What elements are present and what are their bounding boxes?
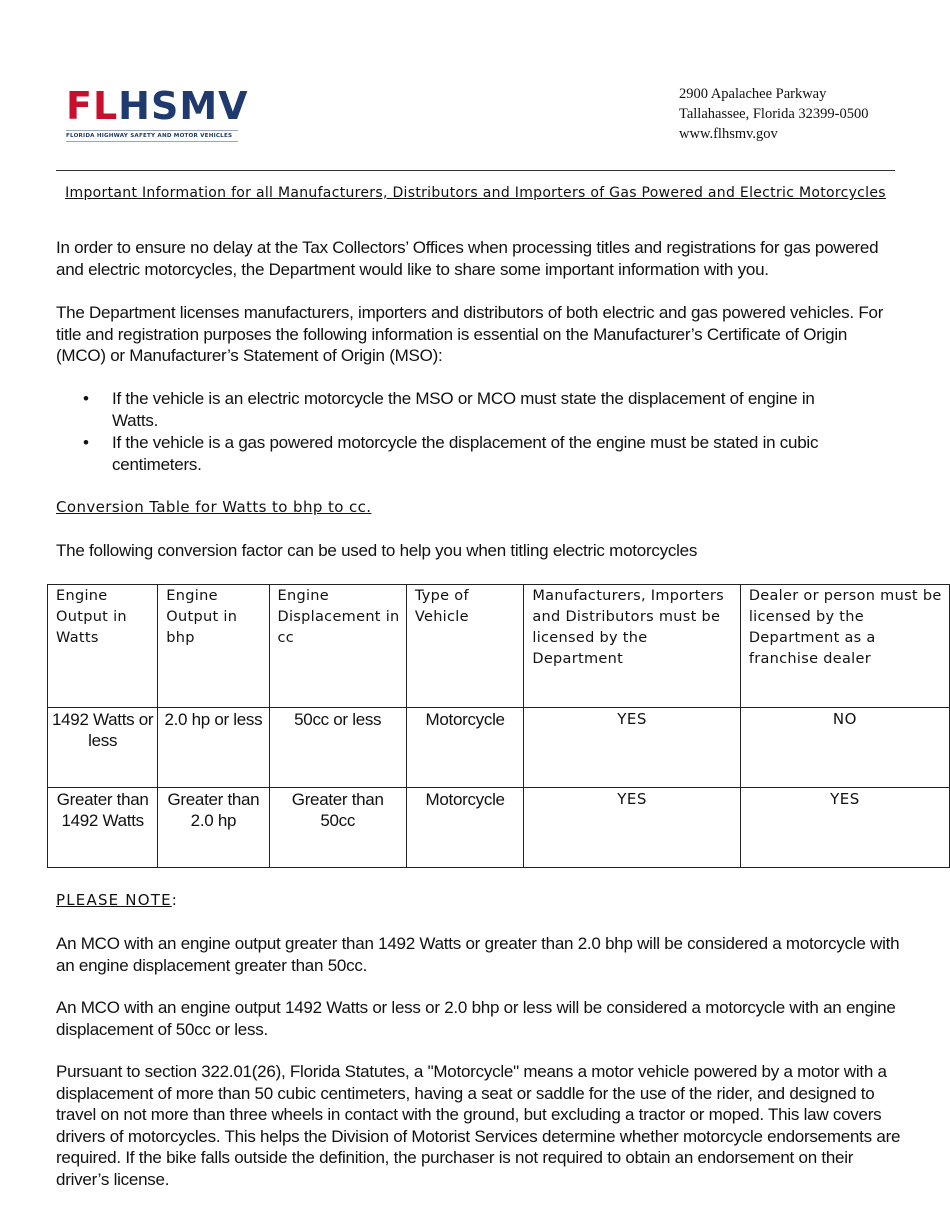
conversion-heading: Conversion Table for Watts to bhp to cc. xyxy=(56,498,372,516)
table-cell: Greater than 1492 Watts xyxy=(48,788,158,868)
list-item: • If the vehicle is a gas powered motorcycle the displacement of the engine must be stated in cubic centimeters. xyxy=(83,433,819,474)
column-header: Engine Output in Watts xyxy=(48,585,158,708)
address-website: www.flhsmv.gov xyxy=(679,126,778,142)
bullet-icon: • xyxy=(83,433,89,452)
intro-paragraph: In order to ensure no delay at the Tax Collectors’ Offices when processing titles and registrations for gas powered and electric motorcycles, the Department would like to share some important information with you. xyxy=(56,238,879,279)
address-street: 2900 Apalachee Parkway xyxy=(679,86,827,102)
flhsmv-logo xyxy=(66,84,249,148)
table-header-row xyxy=(48,585,950,708)
table-cell: Greater than 2.0 hp xyxy=(158,788,269,868)
column-header: Dealer or person must be licensed by the Department as a franchise dealer xyxy=(740,585,949,708)
table-cell: YES xyxy=(524,708,740,788)
header-divider xyxy=(56,170,895,171)
table-cell: Motorcycle xyxy=(406,788,523,868)
logo-wordmark: FLHSMV xyxy=(66,84,249,128)
table-cell: Greater than 50cc xyxy=(269,788,406,868)
table-cell: NO xyxy=(740,708,949,788)
table-cell: 50cc or less xyxy=(269,708,406,788)
note-paragraph: An MCO with an engine output greater than 1492 Watts or greater than 2.0 bhp will be considered a motorcycle with an engine displacement greater than 50cc. xyxy=(56,934,900,975)
list-item: • If the vehicle is an electric motorcycle the MSO or MCO must state the displacement of engine in Watts. xyxy=(83,389,815,430)
conversion-intro: The following conversion factor can be used to help you when titling electric motorcycles xyxy=(56,541,698,560)
statute-paragraph: Pursuant to section 322.01(26), Florida Statutes, a "Motorcycle" means a motor vehicle powered by a motor with a displacement of more than 50 cubic centimeters, having a seat or saddle for the use of the rider, and designed to travel on not more than three wheels in contact with the ground, but excluding a tractor or moped. This law covers drivers of motorcycles. This helps the Division of Motorist Services determine whether motorcycle endorsements are required. If the bike falls outside the definition, the purchaser is not required to obtain an endorsement on their driver’s license. xyxy=(56,1062,901,1189)
column-header: Manufacturers, Importers and Distributors must be licensed by the Department xyxy=(524,585,740,708)
bullet-icon: • xyxy=(83,389,89,408)
column-header: Engine Displacement in cc xyxy=(269,585,406,708)
note-paragraph: An MCO with an engine output 1492 Watts or less or 2.0 bhp or less will be considered a motorcycle with an engine displacement of 50cc or less. xyxy=(56,998,896,1039)
agency-address xyxy=(679,84,868,144)
logo-subtitle: FLORIDA HIGHWAY SAFETY AND MOTOR VEHICLES xyxy=(66,130,238,142)
document-title: Important Information for all Manufacturers, Distributors and Importers of Gas Powered and Electric Motorcycles xyxy=(65,185,886,201)
table-row xyxy=(48,788,950,868)
table-row xyxy=(48,708,950,788)
table-cell: Motorcycle xyxy=(406,708,523,788)
requirements-list xyxy=(56,388,856,476)
table-cell: 1492 Watts or less xyxy=(48,708,158,788)
conversion-table xyxy=(47,584,950,868)
table-cell: 2.0 hp or less xyxy=(158,708,269,788)
column-header: Type of Vehicle xyxy=(406,585,523,708)
please-note-heading: PLEASE NOTE: xyxy=(56,891,179,909)
table-cell: YES xyxy=(524,788,740,868)
licensing-paragraph: The Department licenses manufacturers, importers and distributors of both electric and gas powered vehicles. For title and registration purposes the following information is essential on the Manufacturer’s Certificate of Origin (MCO) or Manufacturer’s Statement of Origin (MSO): xyxy=(56,303,884,365)
column-header: Engine Output in bhp xyxy=(158,585,269,708)
table-cell: YES xyxy=(740,788,949,868)
address-city: Tallahassee, Florida 32399-0500 xyxy=(679,106,869,122)
